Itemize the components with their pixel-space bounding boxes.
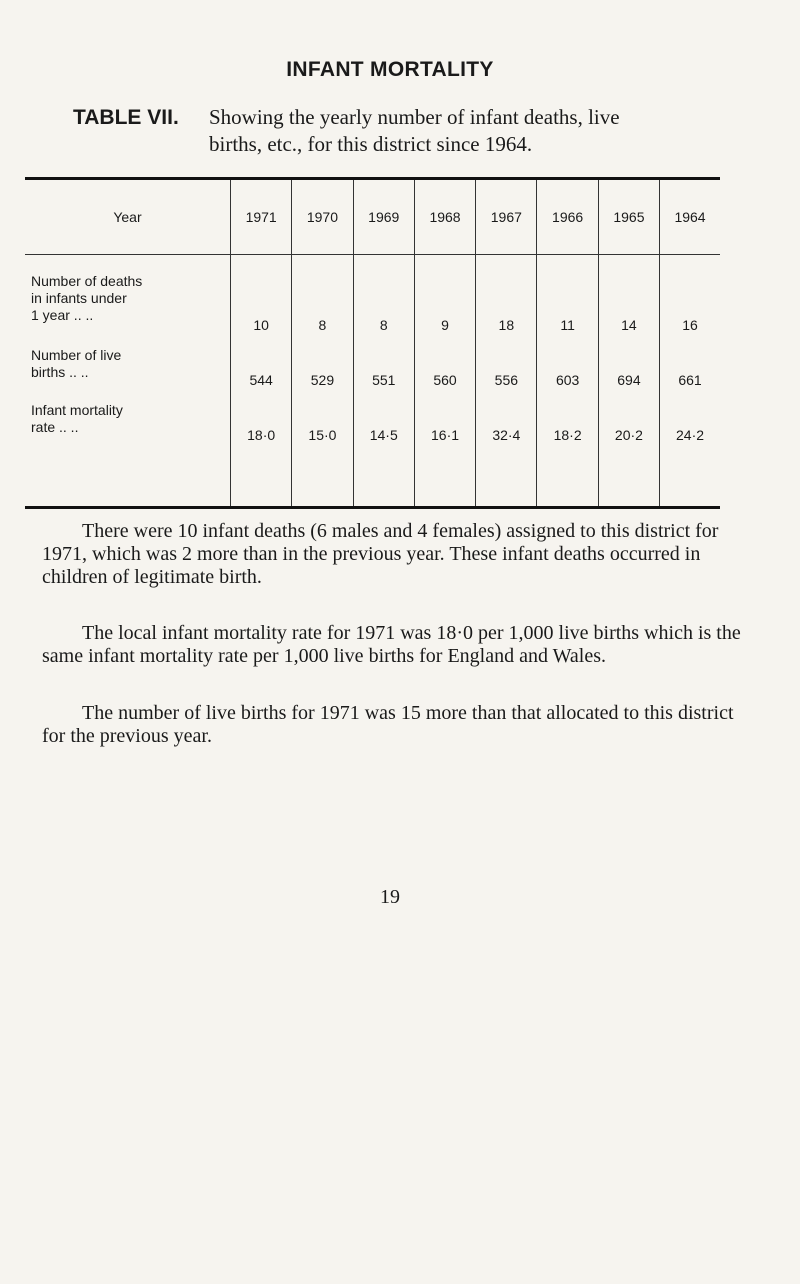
row-label	[25, 391, 231, 446]
table-cell: 10	[231, 255, 292, 337]
table-cell: 556	[476, 336, 537, 391]
spacer-cell	[25, 446, 231, 508]
table-cell: 603	[537, 336, 598, 391]
table-cell: 16·1	[414, 391, 475, 446]
table-cell: 551	[353, 336, 414, 391]
spacer-cell	[292, 446, 353, 508]
spacer-cell	[353, 446, 414, 508]
row-label	[25, 336, 231, 391]
row-label-line: births .. ..	[31, 363, 89, 380]
year-column-header: 1971	[231, 179, 292, 255]
paragraph: The local infant mortality rate for 1971 was 18·0 per 1,000 live births which is the same infant mortality rate per 1,000 live births for England and Wales.	[42, 622, 741, 667]
paragraph: There were 10 infant deaths (6 males and 4 females) assigned to this district for 1971, which was 2 more than in the previous year. These infant deaths occurred in children of legitimate birth.	[42, 520, 719, 588]
table-row	[25, 255, 720, 337]
table-cell: 8	[353, 255, 414, 337]
table-spacer-row	[25, 446, 720, 508]
table-row	[25, 336, 720, 391]
year-column-header: 1968	[414, 179, 475, 255]
table-cell: 18	[476, 255, 537, 337]
row-label-line: in infants under	[31, 290, 127, 306]
spacer-cell	[660, 446, 720, 508]
table-caption	[73, 104, 763, 158]
spacer-cell	[231, 446, 292, 508]
table-cell: 32·4	[476, 391, 537, 446]
table-cell: 18·2	[537, 391, 598, 446]
paragraph: The number of live births for 1971 was 15 more than that allocated to this district for the previous year.	[42, 702, 734, 747]
infant-mortality-table	[25, 177, 720, 509]
row-label-line: Infant mortality	[31, 401, 123, 418]
row-label-line: 1 year .. ..	[31, 307, 94, 323]
table-cell: 14	[598, 255, 659, 337]
year-column-header: 1967	[476, 179, 537, 255]
spacer-cell	[476, 446, 537, 508]
spacer-cell	[598, 446, 659, 508]
table-cell: 544	[231, 336, 292, 391]
table-cell: 8	[292, 255, 353, 337]
row-label-line: Number of live	[31, 346, 122, 363]
spacer-cell	[414, 446, 475, 508]
table-cell: 9	[414, 255, 475, 337]
year-column-header: 1964	[660, 179, 720, 255]
table-cell: 24·2	[660, 391, 720, 446]
year-header: Year	[25, 179, 231, 255]
table-cell: 661	[660, 336, 720, 391]
caption-line-2: births, etc., for this district since 1964.	[209, 132, 533, 156]
year-column-header: 1966	[537, 179, 598, 255]
row-label-line: rate .. ..	[31, 418, 79, 435]
table-cell: 16	[660, 255, 720, 337]
table-cell: 11	[537, 255, 598, 337]
table-cell: 694	[598, 336, 659, 391]
table-cell: 14·5	[353, 391, 414, 446]
table-header-row	[25, 179, 720, 255]
year-column-header: 1970	[292, 179, 353, 255]
row-label	[25, 255, 231, 337]
page-heading: INFANT MORTALITY	[286, 58, 494, 81]
row-label-line: Number of deaths	[31, 273, 143, 289]
year-column-header: 1965	[598, 179, 659, 255]
table-cell: 15·0	[292, 391, 353, 446]
table-label: TABLE VII.	[73, 106, 179, 129]
table-cell: 560	[414, 336, 475, 391]
caption-line-1: Showing the yearly number of infant deaths, live	[209, 105, 620, 129]
spacer-cell	[537, 446, 598, 508]
page-number: 19	[380, 886, 400, 908]
table-cell: 20·2	[598, 391, 659, 446]
year-column-header: 1969	[353, 179, 414, 255]
table-cell: 18·0	[231, 391, 292, 446]
table-row	[25, 391, 720, 446]
table-cell: 529	[292, 336, 353, 391]
